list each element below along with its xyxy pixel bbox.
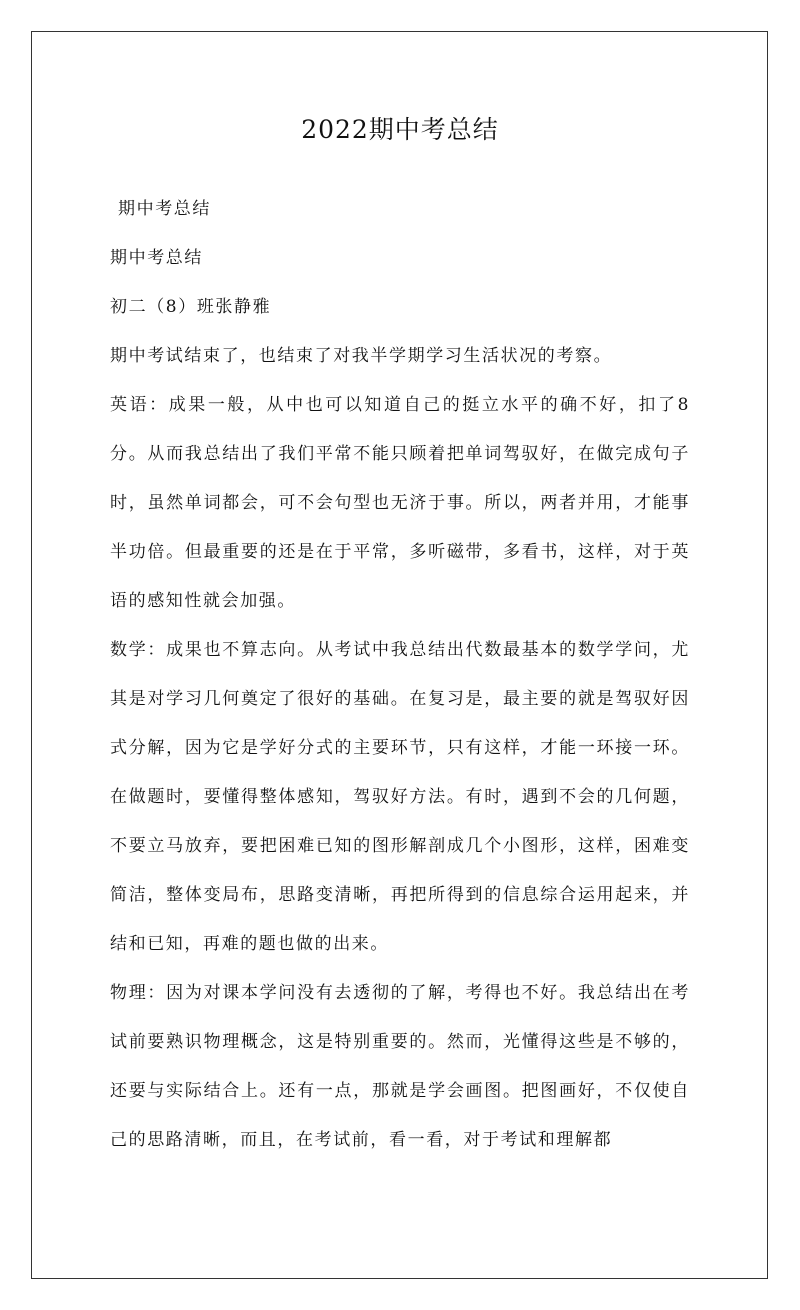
paragraph-author: 初二（8）班张静雅 [110, 297, 272, 317]
document-title: 2022期中考总结 [301, 115, 499, 144]
paragraph-subheading: 期中考总结 [110, 248, 203, 268]
paragraph-intro: 期中考试结束了，也结束了对我半学期学习生活状况的考察。 [110, 346, 613, 366]
paragraph-math: 数学：成果也不算志向。从考试中我总结出代数最基本的数学学问，尤其是对学习几何奠定了很好的基础。在复习是，最主要的就是驾驭好因式分解，因为它是学好分式的主要环节，只有这样，才能一环接一环。在做题时，要懂得整体感知，驾驭好方法。有时，遇到不会的几何题，不要立马放弃，要把困难已知的图形解剖成几个小图形，这样，困难变简洁，整体变局布，思路变清晰，再把所得到的信息综合运用起来，并结和已知，再难的题也做的出来。 [110, 640, 690, 954]
paragraph-physics: 物理：因为对课本学问没有去透彻的了解，考得也不好。我总结出在考试前要熟识物理概念，这是特别重要的。然而，光懂得这些是不够的，还要与实际结合上。还有一点，那就是学会画图。把图画好，不仅使自己的思路清晰，而且，在考试前，看一看，对于考试和理解都 [110, 983, 690, 1150]
document-body [110, 185, 690, 1165]
paragraph-english: 英语：成果一般，从中也可以知道自己的挺立水平的确不好，扣了8分。从而我总结出了我们平常不能只顾着把单词驾驭好，在做完成句子时，虽然单词都会，可不会句型也无济于事。所以，两者并用，才能事半功倍。但最重要的还是在于平常，多听磁带，多看书，这样，对于英语的感知性就会加强。 [110, 395, 690, 611]
paragraph-heading: 期中考总结 [118, 199, 211, 219]
